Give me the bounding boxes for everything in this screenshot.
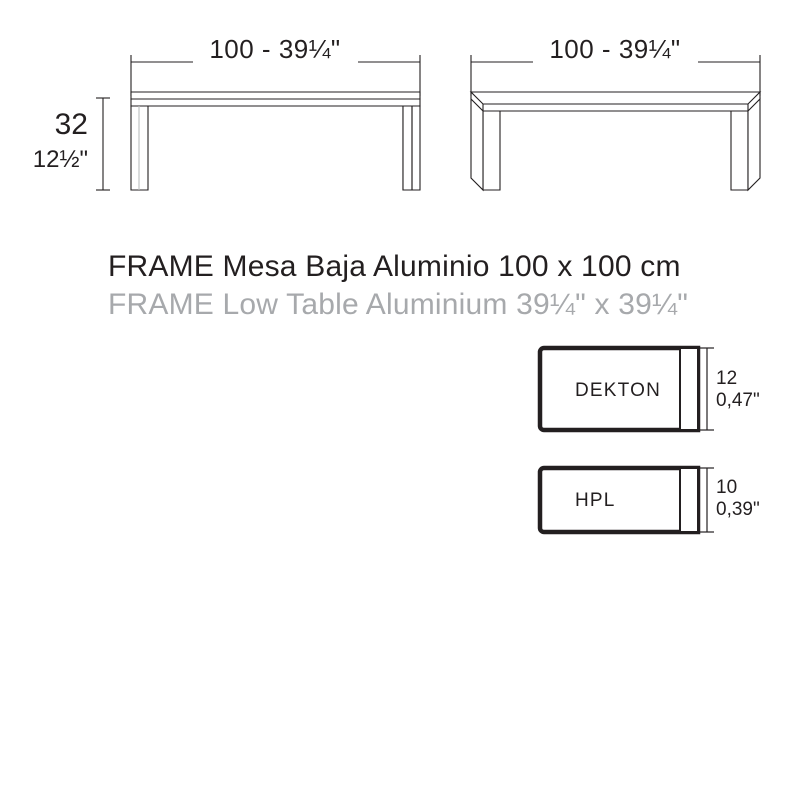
front-view-table [131, 92, 420, 190]
hpl-thickness-mm: 10 [716, 477, 738, 498]
height-label-inches: 12½" [32, 146, 88, 173]
height-label-cm: 32 [54, 108, 88, 141]
caption-spanish: FRAME Mesa Baja Aluminio 100 x 100 cm [108, 250, 681, 283]
side-view-dimension-line [471, 55, 760, 96]
caption-english: FRAME Low Table Aluminium 39¼" x 39¼" [108, 288, 689, 321]
dekton-label: DEKTON [575, 380, 662, 401]
hpl-thickness-line [700, 468, 714, 536]
hpl-label: HPL [575, 490, 616, 511]
side-view-width-label: 100 - 39¼" [549, 34, 681, 64]
front-view-dimension-line [131, 55, 420, 96]
front-view-width-label: 100 - 39¼" [209, 34, 341, 64]
hpl-thickness-inches: 0,39" [716, 499, 760, 520]
dekton-thickness-mm: 12 [716, 368, 738, 389]
dekton-thickness-line [700, 348, 714, 434]
dekton-thickness-inches: 0,47" [716, 390, 760, 411]
front-view-height-line [96, 98, 110, 190]
hpl-slab-shape [540, 468, 700, 536]
side-view-table [471, 92, 760, 190]
